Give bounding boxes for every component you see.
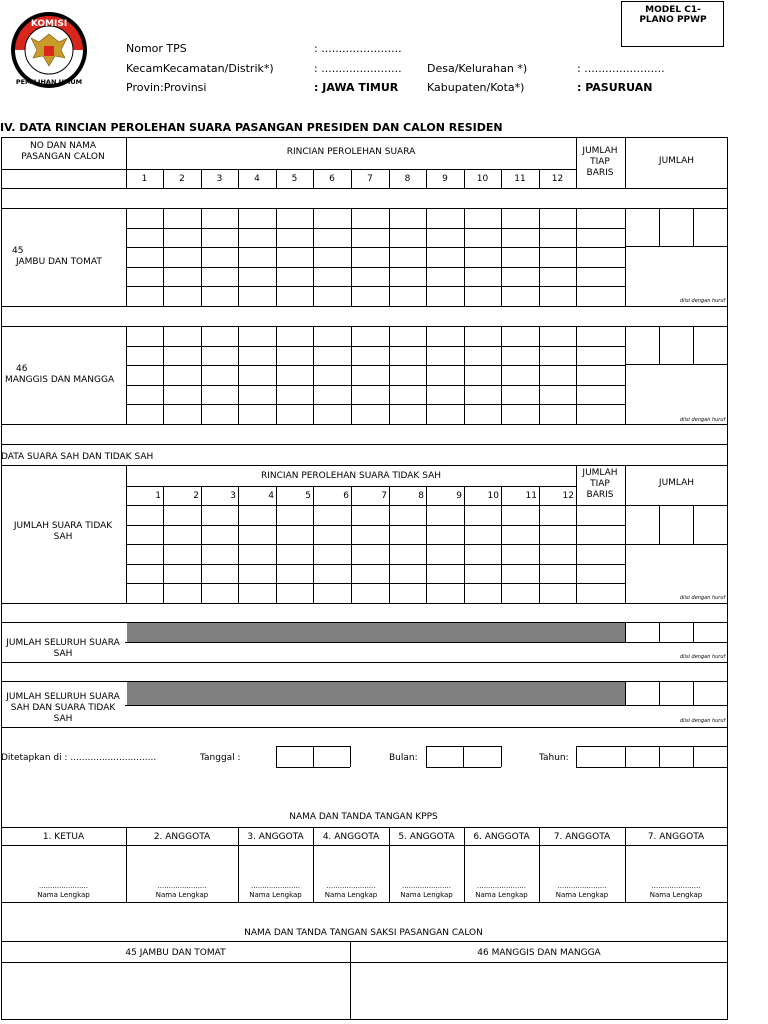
- rule-v: [351, 505, 352, 603]
- bulan-label: Bulan:: [389, 753, 418, 763]
- rule-h: [625, 208, 727, 209]
- rule-v: [625, 681, 626, 705]
- rule-v: [276, 326, 277, 424]
- saksi-title: NAMA DAN TANDA TANGAN SAKSI PASANGAN CALON: [244, 928, 483, 938]
- kpps-dots: ......................: [251, 882, 300, 890]
- terbilang-tidak-sah: diisi dengan huruf: [680, 595, 726, 601]
- rule-v: [238, 505, 239, 603]
- kpps-role: 3. ANGGOTA: [247, 832, 304, 842]
- rule-v: [426, 486, 427, 505]
- rule-v: [464, 486, 465, 505]
- shaded-cell: [127, 682, 625, 705]
- candidate-46-name: MANGGIS DAN MANGGA: [5, 375, 115, 385]
- rule-v: [464, 169, 465, 188]
- rule-v: [163, 326, 164, 424]
- kpps-dots: ......................: [557, 882, 607, 890]
- rule-v: [501, 505, 502, 603]
- rule-v: [576, 137, 577, 188]
- terbilang-46: diisi dengan huruf: [680, 417, 726, 423]
- rule-h: [426, 767, 501, 768]
- jumlah-tiap-baris-header-2: JUMLAH TIAP BARIS: [582, 468, 618, 500]
- rule-v: [464, 208, 465, 306]
- rule-h: [1, 902, 727, 903]
- rule-h: [1, 465, 727, 466]
- rule-v: [126, 169, 127, 188]
- rule-v: [501, 208, 502, 306]
- kpps-dots: ......................: [477, 882, 526, 890]
- kpps-name-label: Nama Lengkap: [324, 891, 378, 899]
- rule-v: [238, 827, 239, 902]
- kpps-dots: ......................: [157, 882, 207, 890]
- kpps-role: 2. ANGGOTA: [153, 832, 211, 842]
- col-number-2: 1: [155, 491, 161, 501]
- rule-v: [201, 486, 202, 505]
- rule-v: [501, 746, 502, 767]
- kpps-name-label: Nama Lengkap: [475, 891, 528, 899]
- rule-v: [351, 208, 352, 306]
- kpps-name-label: Nama Lengkap: [249, 891, 302, 899]
- rule-v: [463, 746, 464, 767]
- col-number: 5: [291, 174, 298, 184]
- rule-h: [576, 746, 727, 747]
- rule-v: [539, 827, 540, 902]
- kpps-name-label: Nama Lengkap: [555, 891, 609, 899]
- rule-v: [126, 208, 127, 306]
- rule-h: [625, 364, 727, 365]
- col-number-2: 4: [268, 491, 274, 501]
- rule-h: [1, 603, 727, 604]
- jumlah-suara-tidak-sah-label: JUMLAH SUARA TIDAK SAH: [13, 521, 113, 542]
- jumlah-tiap-baris-header: JUMLAH TIAP BARIS: [582, 146, 618, 178]
- rule-h: [125, 642, 727, 643]
- saksi-46: 46 MANGGIS DAN MANGGA: [477, 948, 601, 958]
- rule-h: [125, 705, 727, 706]
- rule-h: [1, 169, 126, 170]
- shaded-cell: [127, 623, 625, 642]
- rule-v: [313, 827, 314, 902]
- rule-v: [351, 169, 352, 188]
- rule-v: [313, 505, 314, 603]
- rule-v: [238, 486, 239, 505]
- rule-h: [1, 306, 727, 307]
- kpps-role: 1. KETUA: [42, 832, 85, 842]
- col-number: 9: [442, 174, 448, 184]
- rule-v: [625, 746, 626, 767]
- col-number: 11: [514, 174, 526, 184]
- rule-h: [1, 827, 727, 828]
- col-number-2: 5: [305, 491, 311, 501]
- rule-v: [276, 505, 277, 603]
- rule-v: [659, 746, 660, 767]
- model-label: MODEL C1-PLANO PPWP: [639, 5, 707, 25]
- rule-v: [238, 169, 239, 188]
- col-number-2: 8: [418, 491, 424, 501]
- rule-v: [625, 465, 626, 603]
- kabupaten-label: Kabupaten/Kota*): [427, 81, 525, 94]
- rule-v: [426, 208, 427, 306]
- col-number: 7: [367, 174, 373, 184]
- rule-v: [201, 505, 202, 603]
- jumlah-header: JUMLAH: [658, 156, 695, 166]
- rule-h: [576, 767, 727, 768]
- kpps-dots: ......................: [402, 882, 451, 890]
- rule-v: [313, 208, 314, 306]
- rule-h: [1, 444, 727, 445]
- desa-label: Desa/Kelurahan *): [427, 62, 528, 75]
- col-number: 6: [329, 174, 335, 184]
- col-number: 2: [179, 174, 185, 184]
- rule-v: [1, 137, 2, 1020]
- kpu-logo: [9, 6, 89, 92]
- rule-v: [163, 208, 164, 306]
- rule-h: [1, 188, 727, 189]
- nomor-tps-value: : .......................: [314, 42, 402, 55]
- candidate-45-no: 45: [12, 246, 24, 256]
- rule-v: [313, 169, 314, 188]
- rule-v: [464, 505, 465, 603]
- rule-v: [389, 169, 390, 188]
- terbilang-total-all: diisi dengan huruf: [680, 718, 726, 724]
- kpps-dots: ......................: [326, 882, 376, 890]
- rule-v: [313, 486, 314, 505]
- rule-h: [1, 727, 727, 728]
- rule-v: [426, 746, 427, 767]
- rule-v: [426, 169, 427, 188]
- col-number-2: 10: [487, 491, 499, 501]
- rule-v: [539, 486, 540, 505]
- rule-v: [625, 137, 626, 188]
- col-header-no-nama: NO DAN NAMA PASANGAN CALON: [21, 141, 105, 162]
- rule-v: [659, 681, 660, 705]
- provinsi-label: Provin:Provinsi: [126, 81, 207, 94]
- col-number: 1: [141, 174, 148, 184]
- col-number: 4: [254, 174, 260, 184]
- rule-v: [126, 827, 127, 902]
- rule-v: [389, 486, 390, 505]
- rule-v: [163, 169, 164, 188]
- col-number: 12: [551, 174, 564, 184]
- nomor-tps-label: Nomor TPS: [126, 42, 187, 55]
- rule-h: [1, 424, 727, 425]
- rule-v: [693, 326, 694, 364]
- data-suara-label: DATA SUARA SAH DAN TIDAK SAH: [1, 452, 154, 462]
- jumlah-header-2: JUMLAH: [658, 478, 695, 488]
- col-number: 10: [476, 174, 489, 184]
- rule-h: [625, 326, 727, 327]
- rule-v: [238, 326, 239, 424]
- col-number-2: 7: [381, 491, 387, 501]
- col-number-2: 6: [343, 491, 349, 501]
- kpps-role: 5. ANGGOTA: [398, 832, 455, 842]
- rule-h: [1, 845, 727, 846]
- rule-v: [426, 326, 427, 424]
- rule-v: [727, 137, 728, 1020]
- rule-v: [126, 486, 127, 505]
- rule-v: [659, 622, 660, 642]
- kecamatan-value: : .......................: [314, 62, 402, 75]
- rule-v: [625, 208, 626, 306]
- rule-h: [1, 137, 727, 138]
- rule-v: [625, 827, 626, 902]
- rule-v: [576, 505, 577, 603]
- rule-v: [389, 505, 390, 603]
- kpps-name-label: Nama Lengkap: [37, 891, 90, 899]
- rule-v: [201, 208, 202, 306]
- col-number-2: 2: [193, 491, 199, 501]
- col-number: 3: [216, 174, 223, 184]
- rule-v: [351, 326, 352, 424]
- terbilang-total-sah: diisi dengan huruf: [680, 654, 726, 660]
- rule-v: [350, 941, 351, 1020]
- logo-ring-text: PEMILIHAN UMUM: [15, 78, 83, 86]
- rule-v: [163, 505, 164, 603]
- rule-v: [501, 169, 502, 188]
- rule-h: [276, 767, 350, 768]
- rule-v: [693, 746, 694, 767]
- kpps-dots: ......................: [651, 882, 701, 890]
- rule-v: [625, 326, 626, 424]
- rincian-tidak-sah-header: RINCIAN PEROLEHAN SUARA TIDAK SAH: [260, 471, 441, 481]
- rule-h: [1, 941, 727, 942]
- rule-v: [126, 326, 127, 424]
- provinsi-value: : JAWA TIMUR: [314, 81, 399, 94]
- rule-v: [659, 208, 660, 246]
- rule-v: [464, 326, 465, 424]
- rule-v: [693, 208, 694, 246]
- rule-v: [201, 326, 202, 424]
- rule-v: [576, 746, 577, 767]
- kpps-name-label: Nama Lengkap: [155, 891, 209, 899]
- rule-v: [501, 326, 502, 424]
- rule-v: [351, 486, 352, 505]
- kecamatan-label: KecamKecamatan/Distrik*): [126, 62, 274, 75]
- rule-v: [576, 326, 577, 424]
- rule-v: [276, 486, 277, 505]
- rule-v: [727, 746, 728, 767]
- col-number: 8: [404, 174, 411, 184]
- rule-v: [276, 169, 277, 188]
- rule-v: [389, 208, 390, 306]
- rincian-header: RINCIAN PEROLEHAN SUARA: [286, 147, 416, 157]
- rule-v: [126, 505, 127, 603]
- rule-v: [539, 208, 540, 306]
- col-number-2: 12: [562, 491, 574, 501]
- rule-v: [276, 746, 277, 767]
- ditetapkan-label: Ditetapkan di : ..............................: [1, 753, 157, 763]
- col-number-2: 11: [525, 491, 537, 501]
- rule-h: [1, 662, 727, 663]
- rule-v: [464, 827, 465, 902]
- rule-v: [201, 169, 202, 188]
- candidate-45-name: JAMBU DAN TOMAT: [16, 257, 102, 267]
- kpps-name-label: Nama Lengkap: [649, 891, 703, 899]
- rule-v: [625, 622, 626, 642]
- kpps-role: 7. ANGGOTA: [647, 832, 705, 842]
- kpps-role: 6. ANGGOTA: [473, 832, 530, 842]
- saksi-45: 45 JAMBU DAN TOMAT: [125, 948, 226, 958]
- total-sah-tidak-sah-label: JUMLAH SELURUH SUARA SAH DAN SUARA TIDAK SAH: [6, 692, 120, 724]
- rule-v: [659, 326, 660, 364]
- terbilang-45: diisi dengan huruf: [680, 298, 726, 304]
- rule-v: [389, 827, 390, 902]
- rule-v: [276, 208, 277, 306]
- col-number-2: 3: [230, 491, 236, 501]
- logo-top-text: KOMISI: [30, 19, 68, 29]
- rule-v: [659, 505, 660, 544]
- section-title: IV. DATA RINCIAN PEROLEHAN SUARA PASANGAN PRESIDEN DAN CALON RESIDEN: [0, 121, 503, 134]
- rule-v: [426, 505, 427, 603]
- rule-v: [238, 208, 239, 306]
- rule-v: [350, 746, 351, 767]
- kpps-role: 7. ANGGOTA: [553, 832, 611, 842]
- kpps-title: NAMA DAN TANDA TANGAN KPPS: [289, 812, 438, 822]
- kpps-role: 4. ANGGOTA: [322, 832, 380, 842]
- desa-value: : .......................: [577, 62, 665, 75]
- rule-v: [501, 486, 502, 505]
- rule-h: [1, 1019, 727, 1020]
- rule-v: [693, 505, 694, 544]
- rule-v: [539, 505, 540, 603]
- rule-v: [313, 326, 314, 424]
- candidate-46-no: 46: [16, 364, 28, 374]
- rule-v: [693, 681, 694, 705]
- kpps-dots: ......................: [39, 882, 88, 890]
- rule-v: [576, 208, 577, 306]
- rule-h: [625, 246, 727, 247]
- rule-v: [539, 326, 540, 424]
- rule-v: [539, 169, 540, 188]
- kpps-name-label: Nama Lengkap: [400, 891, 453, 899]
- rule-h: [625, 544, 727, 545]
- rule-h: [1, 962, 727, 963]
- tanggal-label: Tanggal :: [200, 753, 241, 763]
- tahun-label: Tahun:: [539, 753, 569, 763]
- kabupaten-value: : PASURUAN: [577, 81, 653, 94]
- rule-v: [693, 622, 694, 642]
- total-suara-sah-label: JUMLAH SELURUH SUARA SAH: [6, 638, 120, 659]
- rule-v: [313, 746, 314, 767]
- rule-v: [389, 326, 390, 424]
- rule-v: [163, 486, 164, 505]
- col-number-2: 9: [456, 491, 462, 501]
